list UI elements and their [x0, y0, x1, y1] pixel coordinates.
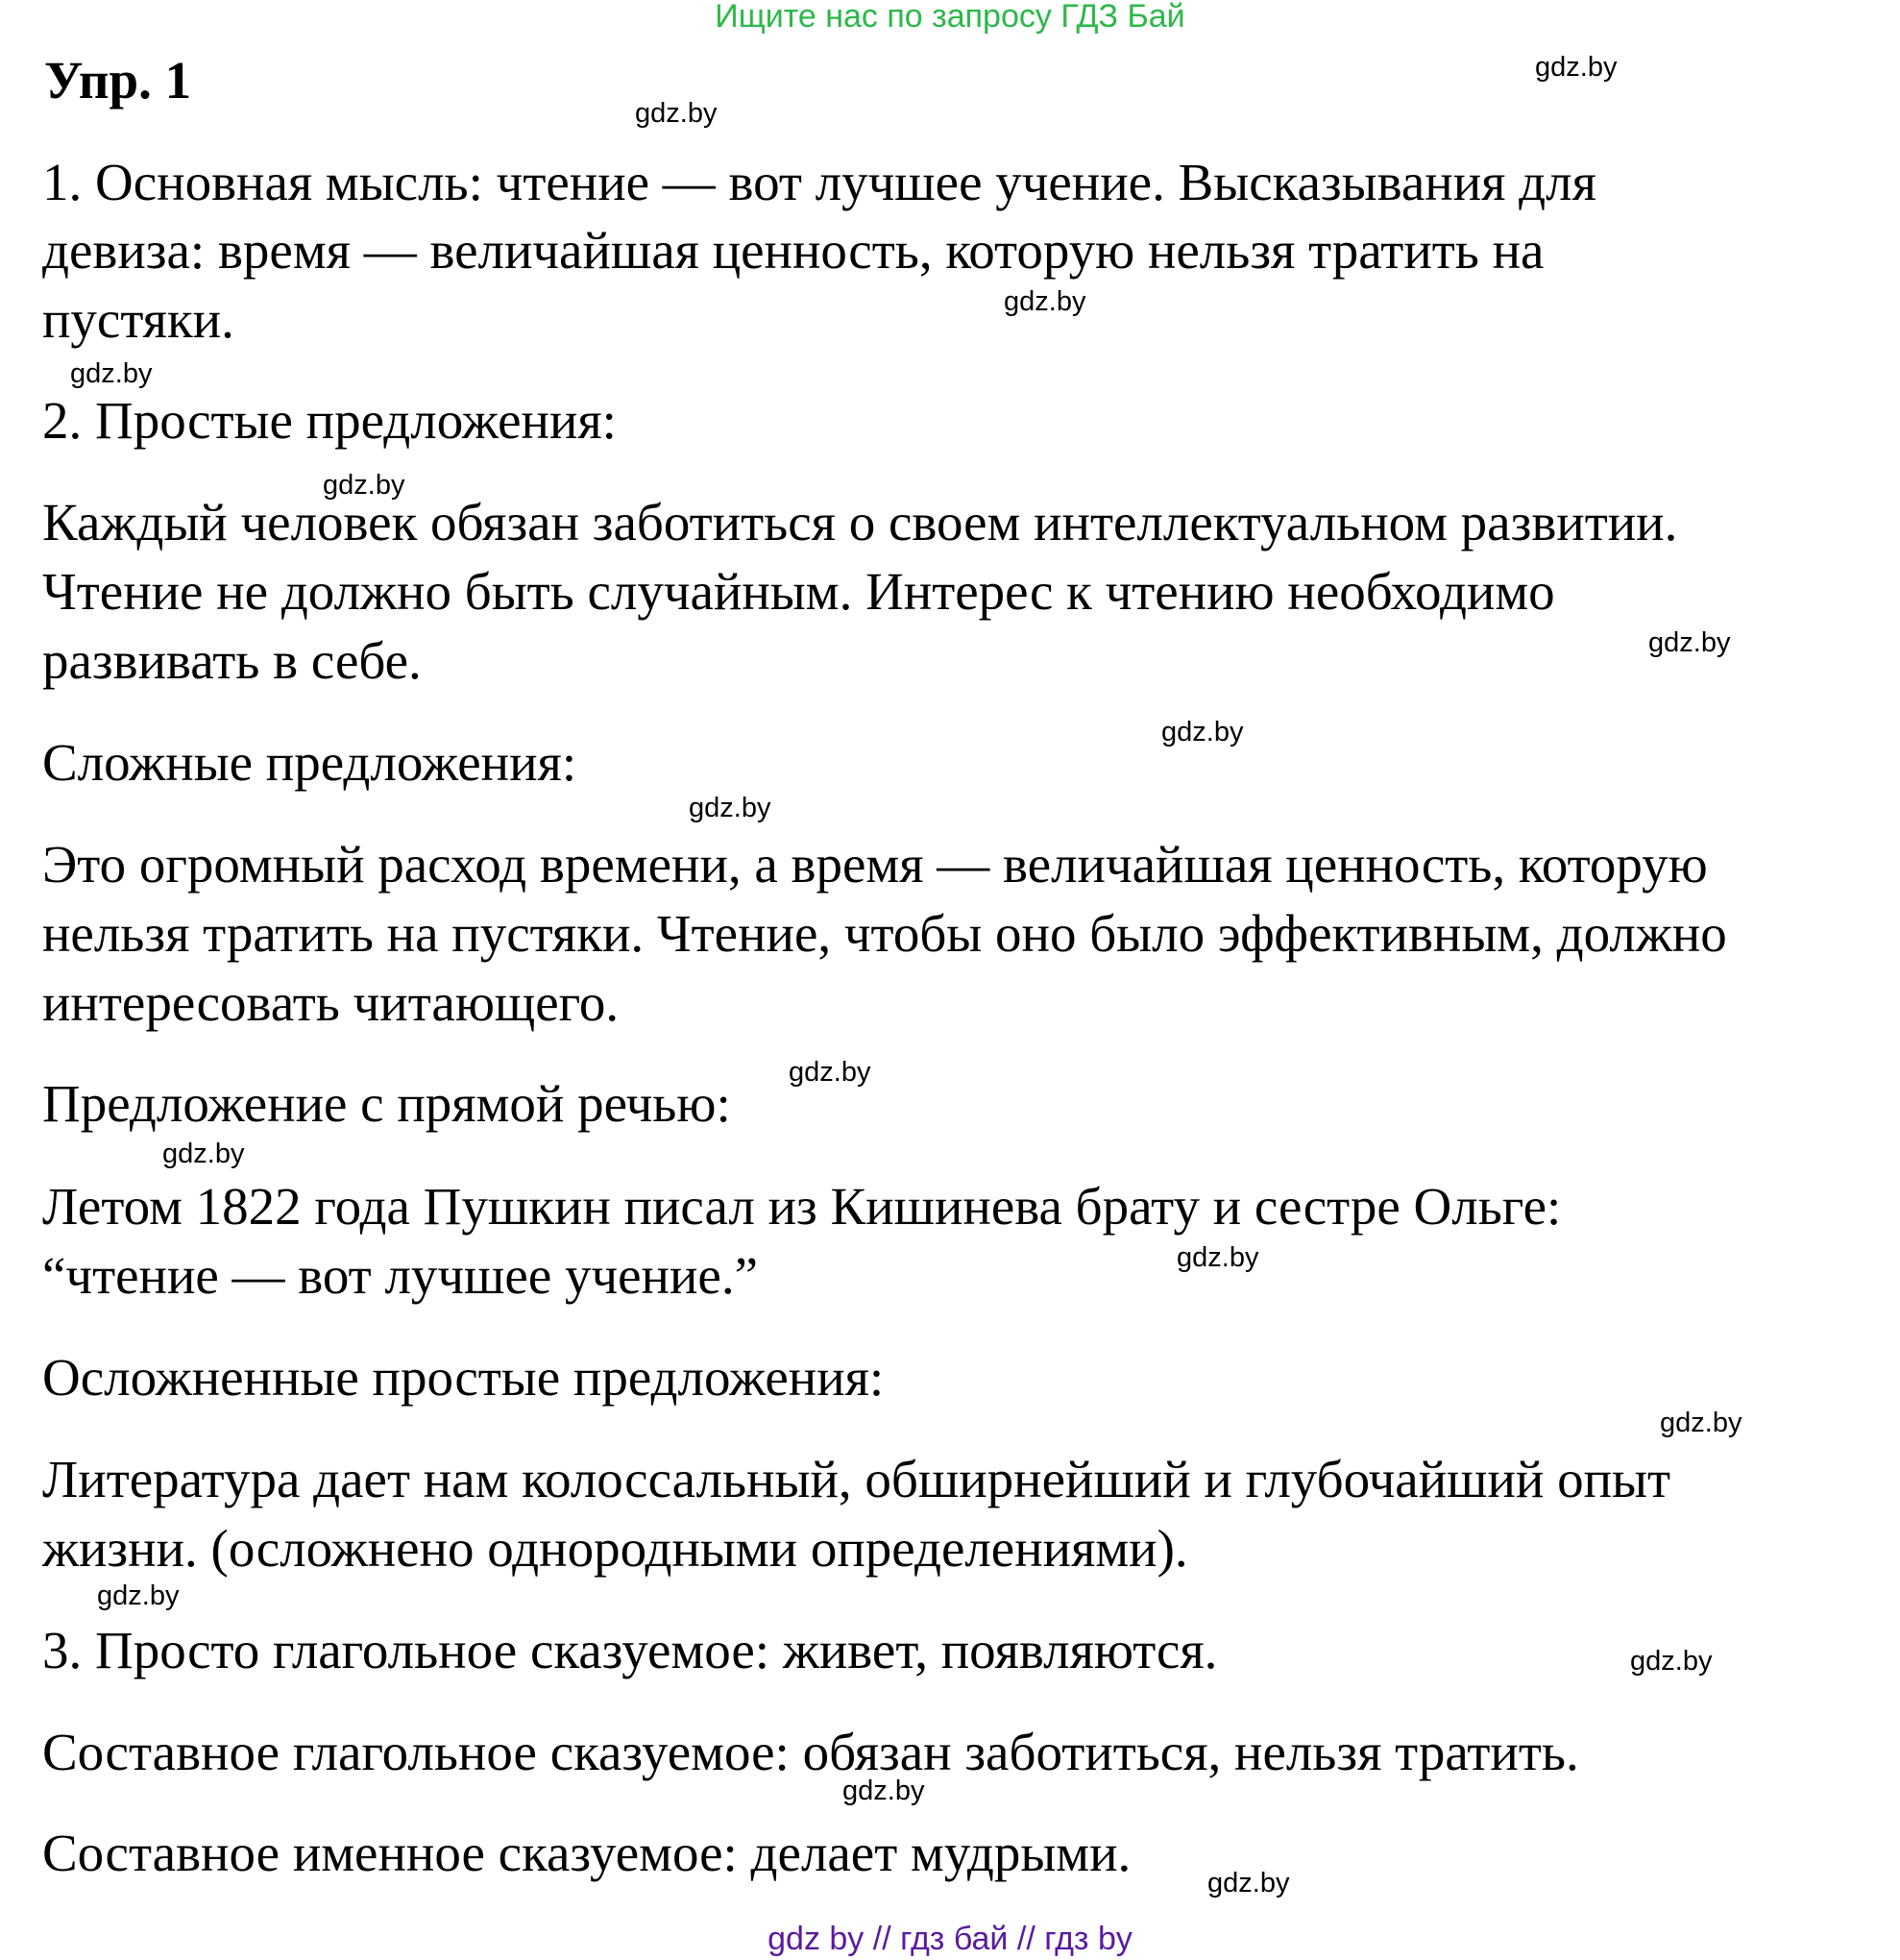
watermark: gdz.by [1161, 717, 1244, 747]
watermark: gdz.by [1207, 1868, 1290, 1899]
watermark: gdz.by [70, 358, 153, 389]
text-line: девиза: время — величайшая ценность, которую нельзя тратить на [42, 221, 1545, 280]
watermark: gdz.by [1004, 286, 1086, 317]
text-line: 3. Просто глагольное сказуемое: живет, появляются. [42, 1621, 1218, 1679]
text-line: 2. Простые предложения: [42, 391, 617, 450]
watermark: gdz.by [1648, 627, 1731, 658]
watermark: gdz.by [1535, 52, 1618, 83]
footer-links: gdz by // гдз бай // гдз by [767, 1921, 1133, 1957]
text-line: Составное глагольное сказуемое: обязан заботиться, нельзя тратить. [42, 1723, 1579, 1781]
watermark: gdz.by [97, 1580, 180, 1611]
watermark: gdz.by [1630, 1646, 1713, 1677]
watermark: gdz.by [789, 1057, 871, 1088]
text-line: жизни. (осложнено однородными определениями). [42, 1519, 1188, 1578]
text-line: “чтение — вот лучшее учение.” [42, 1246, 758, 1305]
watermark: gdz.by [1660, 1408, 1742, 1438]
text-line: развивать в себе. [42, 631, 422, 690]
text-line: Чтение не должно быть случайным. Интерес к чтению необходимо [42, 562, 1555, 621]
watermark: gdz.by [162, 1139, 245, 1169]
text-line: Это огромный расход времени, а время — величайшая ценность, которую [42, 835, 1708, 894]
watermark: gdz.by [635, 98, 718, 129]
text-line: интересовать читающего. [42, 973, 620, 1032]
watermark: gdz.by [842, 1776, 925, 1806]
text-line: нельзя тратить на пустяки. Чтение, чтобы оно было эффективным, должно [42, 904, 1727, 963]
text-line: пустяки. [42, 290, 234, 349]
watermark: gdz.by [689, 793, 771, 823]
text-line: 1. Основная мысль: чтение — вот лучшее учение. Высказывания для [42, 153, 1596, 211]
search-banner: Ищите нас по запросу ГДЗ Бай [715, 0, 1185, 35]
text-line: Летом 1822 года Пушкин писал из Кишинева брату и сестре Ольге: [42, 1177, 1562, 1236]
exercise-title: Упр. 1 [44, 51, 192, 110]
text-line: Литература дает нам колоссальный, обширнейший и глубочайший опыт [42, 1450, 1671, 1508]
text-line: Осложненные простые предложения: [42, 1348, 885, 1407]
text-line: Предложение с прямой речью: [42, 1074, 731, 1133]
text-line: Составное именное сказуемое: делает мудрыми. [42, 1824, 1132, 1882]
watermark: gdz.by [323, 470, 405, 501]
text-line: Каждый человек обязан заботиться о своем интеллектуальном развитии. [42, 493, 1678, 551]
text-line: Сложные предложения: [42, 733, 577, 792]
watermark: gdz.by [1177, 1242, 1259, 1273]
